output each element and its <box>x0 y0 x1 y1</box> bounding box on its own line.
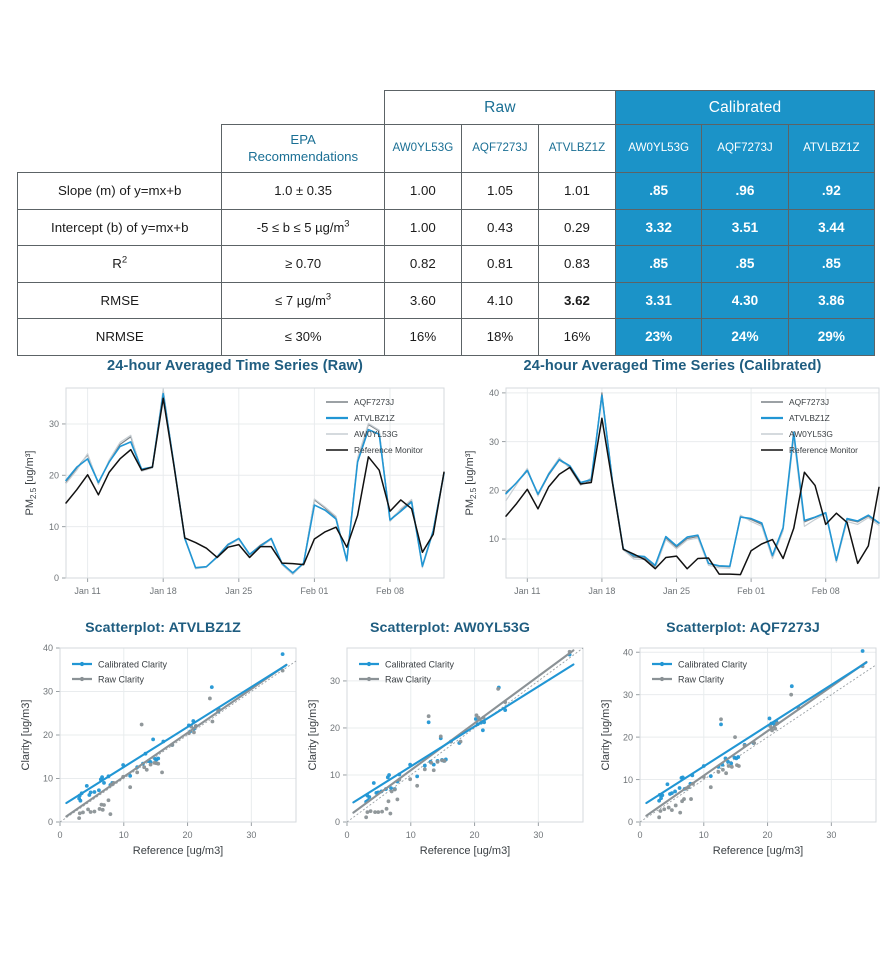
data-point <box>733 735 737 739</box>
data-point <box>737 764 741 768</box>
group-header-raw: Raw <box>384 91 615 125</box>
y-tick-label: 10 <box>48 521 59 532</box>
data-point <box>719 717 723 721</box>
data-point <box>390 790 394 794</box>
data-point <box>736 755 740 759</box>
data-point <box>432 768 436 772</box>
data-point <box>682 797 686 801</box>
data-point <box>678 786 682 790</box>
data-point <box>97 788 101 792</box>
legend-label: Raw Clarity <box>678 674 725 685</box>
x-tick-label: Feb 08 <box>375 586 405 596</box>
y-tick-label: 20 <box>329 723 340 734</box>
y-tick-label: 20 <box>622 732 633 743</box>
legend-label: Calibrated Clarity <box>678 659 748 670</box>
epa-header-line2: Recommendations <box>248 148 359 164</box>
metrics-table <box>17 90 875 356</box>
x-tick-label: Jan 25 <box>225 586 253 596</box>
raw-value: 0.82 <box>384 246 461 283</box>
raw-value: 4.10 <box>461 282 538 319</box>
column-header-cal-1: AQF7273J <box>702 125 788 173</box>
data-point <box>443 759 447 763</box>
data-point <box>192 730 196 734</box>
metric-label: $R^2$ <box>18 246 222 283</box>
metric-label: Slope (m) of y=mx+b <box>18 173 222 210</box>
data-point <box>481 728 485 732</box>
data-point <box>156 757 160 761</box>
data-point <box>98 807 102 811</box>
data-point <box>89 791 93 795</box>
x-tick-label: 20 <box>182 830 193 840</box>
data-point <box>160 771 164 775</box>
x-tick-label: 10 <box>405 830 416 840</box>
y-tick-label: 0 <box>334 817 340 828</box>
legend-marker <box>367 662 371 666</box>
data-point <box>369 809 373 813</box>
legend-label: Calibrated Clarity <box>385 659 455 670</box>
y-axis-label <box>464 451 478 516</box>
calibrated-value: 29% <box>788 319 874 356</box>
data-point <box>281 652 285 656</box>
table-row <box>18 319 875 356</box>
data-point <box>395 798 399 802</box>
scatterplot-atvlbz1z-svg <box>18 640 308 868</box>
data-point <box>93 790 97 794</box>
y-axis-label-text: $PM_{2.5}$ [ug/m³] <box>24 450 38 516</box>
y-axis-label <box>600 700 612 771</box>
table-head <box>18 91 875 173</box>
data-point <box>667 806 671 810</box>
x-tick-label: 0 <box>344 830 350 840</box>
legend-marker <box>660 677 664 681</box>
raw-value: 16% <box>384 319 461 356</box>
group-header-calibrated: Calibrated <box>616 91 875 125</box>
x-tick-label: 20 <box>469 830 480 840</box>
data-point <box>719 722 723 726</box>
y-axis-label-text: Clarity [ug/m3] <box>307 699 319 771</box>
legend-label: Raw Clarity <box>98 674 145 685</box>
raw-value: 3.62 <box>538 282 615 319</box>
column-header-raw-1: AQF7273J <box>461 125 538 173</box>
scatterplot-aqf7273j <box>598 620 888 870</box>
table-body <box>18 173 875 356</box>
y-axis-label-text: Clarity [ug/m3] <box>600 699 612 771</box>
raw-value: 0.83 <box>538 246 615 283</box>
legend-label: AW0YL53G <box>354 429 398 439</box>
y-tick-label: 40 <box>42 643 53 654</box>
data-point <box>107 798 111 802</box>
data-point <box>673 790 677 794</box>
timeseries-raw-chart <box>20 358 450 613</box>
legend-label: ATVLBZ1Z <box>789 413 830 423</box>
data-point <box>429 761 433 765</box>
y-tick-label: 0 <box>53 573 59 584</box>
data-point <box>709 774 713 778</box>
y-axis-label <box>24 451 38 516</box>
scatterplot-aqf7273j-svg <box>598 640 888 868</box>
calibrated-value: 3.32 <box>616 209 702 246</box>
data-point <box>77 816 81 820</box>
raw-value: 0.43 <box>461 209 538 246</box>
y-tick-label: 30 <box>329 676 340 687</box>
epa-recommendation-value: 1.0 ± 0.35 <box>222 173 384 210</box>
raw-value: 18% <box>461 319 538 356</box>
scatterplot-aw0yl53g-title: Scatterplot: AW0YL53G <box>369 620 531 636</box>
x-tick-label: 0 <box>57 830 63 840</box>
x-axis-label: Reference [ug/m3] <box>419 845 511 857</box>
data-point <box>724 771 728 775</box>
legend-marker <box>80 677 84 681</box>
raw-value: 1.00 <box>384 173 461 210</box>
y-tick-label: 20 <box>48 470 59 481</box>
data-point <box>662 807 666 811</box>
epa-recommendation-value: ≤ 30% <box>222 319 384 356</box>
column-header-cal-0: AW0YL53G <box>616 125 702 173</box>
x-tick-label: 10 <box>698 830 709 840</box>
timeseries-raw-svg <box>20 380 450 612</box>
data-point <box>376 810 380 814</box>
data-point <box>149 763 153 767</box>
x-axis-label: Reference [ug/m3] <box>132 845 224 857</box>
y-tick-label: 10 <box>488 534 499 545</box>
y-tick-label: 10 <box>622 774 633 785</box>
y-tick-label: 20 <box>42 730 53 741</box>
calibrated-value: 3.44 <box>788 209 874 246</box>
data-point <box>135 771 139 775</box>
x-tick-label: Jan 18 <box>149 586 177 596</box>
epa-header-line1: EPA <box>290 132 316 147</box>
calibrated-value: .92 <box>788 173 874 210</box>
scatterplot-atvlbz1z <box>18 620 308 870</box>
epa-recommendation-value: -5 ≤ b ≤ 5 $\mu g/m^3$ <box>222 209 384 246</box>
performance-metrics-table <box>17 90 875 356</box>
legend-marker <box>660 662 664 666</box>
row-label-header-blank <box>18 125 222 173</box>
data-point <box>93 810 97 814</box>
y-tick-label: 30 <box>488 436 499 447</box>
x-tick-label: 0 <box>637 830 643 840</box>
data-point <box>387 799 391 803</box>
y-tick-label: 20 <box>488 485 499 496</box>
data-point <box>101 808 105 812</box>
y-tick-label: 0 <box>47 817 53 828</box>
legend-label: AQF7273J <box>789 397 830 407</box>
metric-label: RMSE <box>18 282 222 319</box>
legend-label: Reference Monitor <box>789 445 858 455</box>
y-tick-label: 30 <box>48 419 59 430</box>
data-point <box>436 760 440 764</box>
x-tick-label: Jan 11 <box>514 586 541 596</box>
metric-label: NRMSE <box>18 319 222 356</box>
raw-value: 1.05 <box>461 173 538 210</box>
metric-label: Intercept (b) of y=mx+b <box>18 209 222 246</box>
x-tick-label: Jan 11 <box>74 586 101 596</box>
legend-label: AW0YL53G <box>789 429 833 439</box>
data-point <box>415 774 419 778</box>
x-tick-label: Jan 25 <box>662 586 691 596</box>
data-point <box>364 815 368 819</box>
calibrated-value: .85 <box>788 246 874 283</box>
scatterplot-aqf7273j-title: Scatterplot: AQF7273J <box>666 620 820 636</box>
y-axis-label <box>307 700 319 771</box>
data-point <box>674 804 678 808</box>
y-axis-label-text: $PM_{2.5}$ [ug/m³] <box>464 450 478 516</box>
data-point <box>423 764 427 768</box>
legend-label: ATVLBZ1Z <box>354 413 395 423</box>
raw-value: 16% <box>538 319 615 356</box>
group-header-row <box>18 91 875 125</box>
y-tick-label: 30 <box>42 686 53 697</box>
corner-blank-2 <box>222 91 384 125</box>
calibrated-value: 4.30 <box>702 282 788 319</box>
x-axis-label: Reference [ug/m3] <box>712 845 804 857</box>
data-point <box>423 767 427 771</box>
data-point <box>861 649 865 653</box>
table-row <box>18 282 875 319</box>
raw-value: 1.01 <box>538 173 615 210</box>
x-tick-label: 30 <box>826 830 837 840</box>
data-point <box>709 785 713 789</box>
epa-recommendation-value: ≤ 7 $\mu g/m^3$ <box>222 282 384 319</box>
x-tick-label: Feb 01 <box>737 586 766 596</box>
raw-value: 3.60 <box>384 282 461 319</box>
x-tick-label: Jan 18 <box>588 586 616 596</box>
data-point <box>385 807 389 811</box>
calibrated-value: 24% <box>702 319 788 356</box>
legend-label: Reference Monitor <box>354 445 423 455</box>
y-tick-label: 40 <box>622 647 633 658</box>
data-point <box>717 770 721 774</box>
x-tick-label: Feb 08 <box>811 586 840 596</box>
data-point <box>145 768 149 772</box>
y-tick-label: 10 <box>42 773 53 784</box>
calibrated-value: .85 <box>616 173 702 210</box>
calibrated-value: .96 <box>702 173 788 210</box>
data-point <box>393 788 397 792</box>
x-tick-label: Feb 01 <box>300 586 329 596</box>
data-point <box>427 720 431 724</box>
data-point <box>439 735 443 739</box>
data-point <box>128 785 132 789</box>
data-point <box>367 795 371 799</box>
data-point <box>388 812 392 816</box>
table-row <box>18 209 875 246</box>
timeseries-raw-title: 24-hour Averaged Time Series (Raw) <box>107 358 363 374</box>
data-point <box>156 762 160 766</box>
x-tick-label: 30 <box>533 830 544 840</box>
y-tick-label: 30 <box>622 689 633 700</box>
data-point <box>380 810 384 814</box>
data-point <box>366 810 370 814</box>
data-point <box>657 815 661 819</box>
data-point <box>721 768 725 772</box>
y-axis-label <box>20 700 32 771</box>
data-point <box>427 714 431 718</box>
data-point <box>768 717 772 721</box>
x-tick-label: 20 <box>762 830 773 840</box>
timeseries-calibrated-title: 24-hour Averaged Time Series (Calibrated) <box>523 358 822 374</box>
raw-value: 0.81 <box>461 246 538 283</box>
data-point <box>496 687 500 691</box>
y-tick-label: 0 <box>627 817 633 828</box>
data-point <box>689 797 693 801</box>
column-header-cal-2: ATVLBZ1Z <box>788 125 874 173</box>
y-tick-label: 40 <box>488 388 499 399</box>
data-point <box>85 784 89 788</box>
legend-marker <box>367 677 371 681</box>
y-axis-label-text: Clarity [ug/m3] <box>20 699 32 771</box>
data-point <box>789 693 793 697</box>
data-point <box>790 684 794 688</box>
data-point <box>81 811 85 815</box>
calibrated-value: 3.86 <box>788 282 874 319</box>
data-point <box>79 799 83 803</box>
column-header-raw-2: ATVLBZ1Z <box>538 125 615 173</box>
data-point <box>140 723 144 727</box>
data-point <box>151 737 155 741</box>
column-header-raw-0: AW0YL53G <box>384 125 461 173</box>
data-point <box>659 809 663 813</box>
data-point <box>100 775 104 779</box>
timeseries-calibrated-chart <box>460 358 885 613</box>
data-point <box>415 784 419 788</box>
data-point <box>89 810 93 814</box>
raw-value: 1.00 <box>384 209 461 246</box>
calibrated-value: .85 <box>616 246 702 283</box>
timeseries-calibrated-svg <box>460 380 885 612</box>
calibrated-value: 3.51 <box>702 209 788 246</box>
data-point <box>678 811 682 815</box>
data-point <box>102 803 106 807</box>
x-tick-label: 10 <box>118 830 129 840</box>
data-point <box>210 685 214 689</box>
column-header-row <box>18 125 875 173</box>
data-point <box>459 740 463 744</box>
legend-label: Raw Clarity <box>385 674 432 685</box>
scatterplot-atvlbz1z-title: Scatterplot: ATVLBZ1Z <box>85 620 241 636</box>
calibrated-value: .85 <box>702 246 788 283</box>
data-point <box>727 764 731 768</box>
calibrated-value: 3.31 <box>616 282 702 319</box>
epa-recommendation-value: ≥ 0.70 <box>222 246 384 283</box>
scatterplot-aw0yl53g <box>305 620 595 870</box>
data-point <box>208 697 212 701</box>
data-point <box>78 811 82 815</box>
legend-marker <box>80 662 84 666</box>
data-point <box>670 808 674 812</box>
x-tick-label: 30 <box>246 830 257 840</box>
data-point <box>408 777 412 781</box>
column-header-epa <box>222 125 384 173</box>
table-row <box>18 246 875 283</box>
scatterplot-aw0yl53g-svg <box>305 640 595 868</box>
calibrated-value: 23% <box>616 319 702 356</box>
data-point <box>666 782 670 786</box>
table-row <box>18 173 875 210</box>
data-point <box>211 720 215 724</box>
corner-blank-1 <box>18 91 222 125</box>
data-point <box>372 781 376 785</box>
legend-label: AQF7273J <box>354 397 395 407</box>
data-point <box>730 765 734 769</box>
y-tick-label: 10 <box>329 770 340 781</box>
data-point <box>102 781 106 785</box>
data-point <box>387 773 391 777</box>
raw-value: 0.29 <box>538 209 615 246</box>
data-point <box>108 812 112 816</box>
legend-label: Calibrated Clarity <box>98 659 168 670</box>
